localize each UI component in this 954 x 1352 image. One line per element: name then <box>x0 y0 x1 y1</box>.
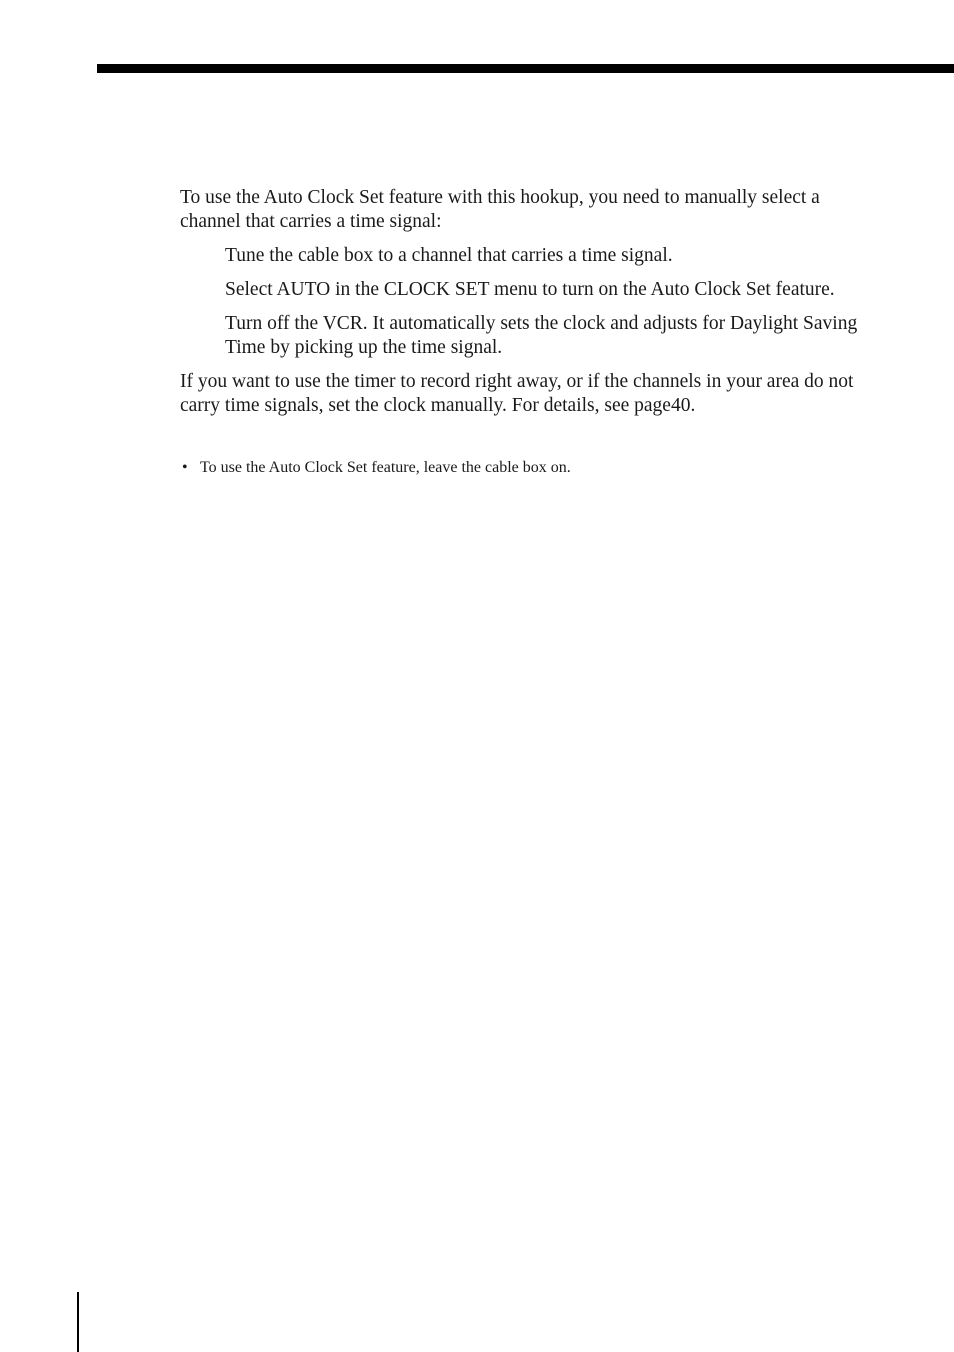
step-1: Tune the cable box to a channel that carries a time signal. <box>225 245 673 266</box>
followup-paragraph: If you want to use the timer to record right away, or if the channels in your area do not carry time signals, set the clock manually. For details, see page40. <box>180 371 854 416</box>
top-rule <box>97 64 954 73</box>
note-item <box>180 458 870 478</box>
bullet-icon: • <box>182 459 188 476</box>
step-2: Select AUTO in the CLOCK SET menu to turn on the Auto Clock Set feature. <box>225 279 835 300</box>
intro-paragraph: To use the Auto Clock Set feature with this hookup, you need to manually select a channel that carries a time signal: <box>180 187 820 232</box>
steps-list <box>180 244 870 360</box>
step-3: Turn off the VCR. It automatically sets the clock and adjusts for Daylight Saving Time by picking up the time signal. <box>225 313 858 358</box>
note-text: To use the Auto Clock Set feature, leave the cable box on. <box>200 459 571 476</box>
page-content <box>180 186 870 478</box>
side-rule <box>77 1292 79 1352</box>
notes-list <box>180 458 870 478</box>
